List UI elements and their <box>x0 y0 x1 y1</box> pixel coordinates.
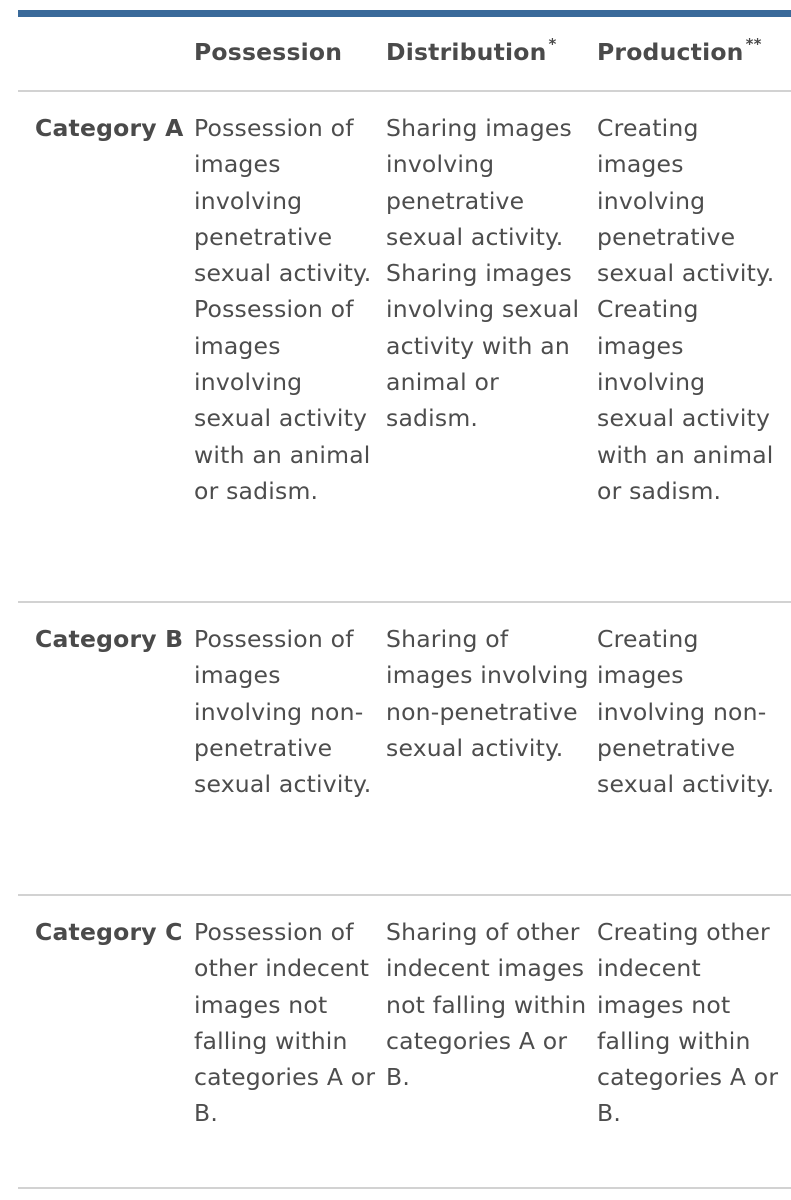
cell-distribution: Sharing of other indecent images not falling within categories A or B. <box>386 918 587 1092</box>
table-row-category-c <box>18 896 791 1189</box>
header-production-footnote-mark: ** <box>745 35 762 53</box>
table-header-row <box>18 17 791 92</box>
cell-production: Creating other indecent images not falling within categories A or B. <box>597 918 779 1128</box>
cell-production: Creating images involving non-penetrative sexual activity. <box>597 625 775 799</box>
row-category-label: Category B <box>35 625 184 653</box>
header-distribution-footnote-mark: * <box>548 35 557 53</box>
header-empty <box>18 17 194 90</box>
cell-possession: Possession of images involving penetrative sexual activity. Possession of images involving sexual activity with an animal or sadism. <box>194 114 372 505</box>
header-possession-label: Possession <box>194 38 343 66</box>
cell-distribution: Sharing images involving penetrative sexual activity. Sharing images involving sexual activity with an animal or sadism. <box>386 114 580 433</box>
header-production <box>597 17 791 90</box>
cell-distribution: Sharing of images involving non-penetrative sexual activity. <box>386 625 589 762</box>
row-category-label: Category A <box>35 114 184 142</box>
header-distribution-label: Distribution <box>386 38 547 66</box>
header-production-label: Production <box>597 38 744 66</box>
table-row-category-a <box>18 92 791 603</box>
row-category-label: Category C <box>35 918 183 946</box>
cell-possession: Possession of images involving non-penetrative sexual activity. <box>194 625 372 799</box>
cell-production: Creating images involving penetrative sexual activity. Creating images involving sexual activity with an animal or sadism. <box>597 114 775 505</box>
table-row-category-b <box>18 603 791 896</box>
offence-categories-table <box>18 17 791 1189</box>
header-possession <box>194 17 386 90</box>
cell-possession: Possession of other indecent images not falling within categories A or B. <box>194 918 376 1128</box>
header-distribution <box>386 17 597 90</box>
table-top-rule <box>18 10 791 17</box>
